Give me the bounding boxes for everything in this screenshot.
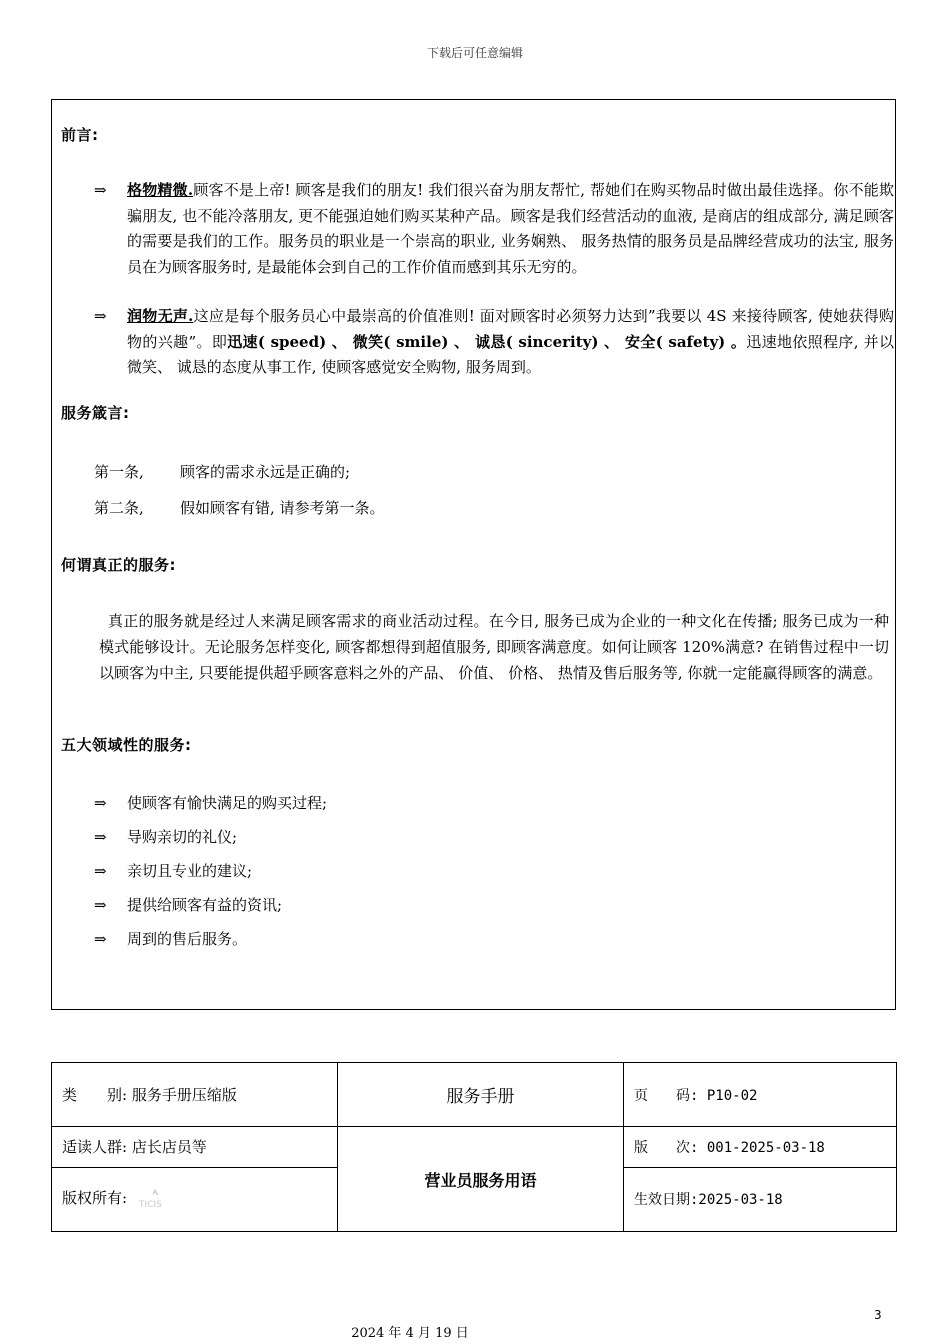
five-areas-item-2 bbox=[94, 826, 237, 847]
version-cell: 版 次: 001-2025-03-18 bbox=[624, 1127, 897, 1167]
five-areas-item-1 bbox=[94, 792, 327, 813]
preface-bullet-2 bbox=[94, 304, 894, 381]
item-text: 导购亲切的礼仪; bbox=[127, 828, 238, 846]
category-cell: 类 别: 服务手册压缩版 bbox=[52, 1063, 338, 1127]
page-code-cell: 页 码: P10-02 bbox=[624, 1063, 897, 1127]
five-areas-heading: 五大领域性的服务: bbox=[61, 736, 192, 754]
readers-cell: 适读人群: 店长店员等 bbox=[52, 1127, 338, 1167]
true-service-heading: 何谓真正的服务: bbox=[61, 556, 176, 574]
bullet-text-bold: 迅速( speed) 、 微笑( smile) 、 诚恳( sincerity) 、 安全( safety) 。 bbox=[227, 332, 747, 351]
five-areas-item-4 bbox=[94, 894, 282, 915]
bullet-text: 顾客不是上帝! 顾客是我们的朋友! 我们很兴奋为朋友帮忙, 帮她们在购买物品时做出最佳选择。你不能欺骗朋友, 也不能冷落朋友, 更不能强迫她们购买某种产品。顾客是我们经营活动的血液, 是商店的组成部分, 满足顾客的需要是我们的工作。服务员的职业是一个崇高的职业, 业务娴熟、 服务热情的服务员是品牌经营成功的法宝, 服务员在为顾客服务时, 是最能体会到自己的工作价值而感到其乐无穷的。 bbox=[127, 181, 894, 276]
arrow-icon: ⇒ bbox=[94, 930, 107, 948]
preface-bullet-1 bbox=[94, 178, 894, 280]
item-text: 使顾客有愉快满足的购买过程; bbox=[127, 794, 328, 812]
document-info-table bbox=[51, 1062, 897, 1232]
copyright-cell bbox=[52, 1167, 338, 1231]
arrow-icon: ⇒ bbox=[94, 794, 107, 812]
arrow-icon: ⇒ bbox=[94, 896, 107, 914]
brand-logo-text: TICIS bbox=[138, 1200, 162, 1211]
arrow-icon: ⇒ bbox=[94, 828, 107, 846]
arrow-icon: ⇒ bbox=[94, 181, 107, 199]
motto-label-1: 第一条, bbox=[94, 463, 144, 481]
copyright-label: 版权所有: bbox=[62, 1189, 128, 1208]
footer-date: 2024 年 4 月 19 日 bbox=[351, 1326, 469, 1341]
five-areas-item-5 bbox=[94, 928, 247, 949]
bullet-text-b: 迅速地依照程序, 并以微笑、 诚恳的态度从事工作, 使顾客感觉安全购物, 服务周到。 bbox=[127, 332, 894, 376]
motto-text-1: 顾客的需求永远是正确的; bbox=[180, 463, 351, 481]
motto-label-2: 第二条, bbox=[94, 499, 144, 517]
item-text: 提供给顾客有益的资讯; bbox=[127, 896, 283, 914]
arrow-icon: ⇒ bbox=[94, 862, 107, 880]
item-text: 周到的售后服务。 bbox=[127, 930, 248, 948]
motto-heading: 服务箴言: bbox=[61, 404, 130, 422]
bullet-lead: 格物精微. bbox=[127, 181, 194, 199]
page-number: 3 bbox=[874, 1308, 882, 1322]
motto-text-2: 假如顾客有错, 请参考第一条。 bbox=[180, 499, 385, 517]
content-box bbox=[51, 99, 896, 1010]
arrow-icon: ⇒ bbox=[94, 307, 107, 325]
header-note: 下载后可任意编辑 bbox=[426, 46, 523, 60]
true-service-paragraph: 真正的服务就是经过人来满足顾客需求的商业活动过程。在今日, 服务已成为企业的一种文化在传播; 服务已成为一种模式能够设计。无论服务怎样变化, 顾客都想得到超值服务, 即顾客满意度。如何让顾客 120%满意? 在销售过程中一切以顾客为中主, 只要能提供超乎顾客意料之外的产品、 价值、 价格、 热情及售后服务等, 你就一定能赢得顾客的满意。 bbox=[99, 612, 889, 682]
item-text: 亲切且专业的建议; bbox=[127, 862, 253, 880]
brand-logo-icon bbox=[138, 1187, 172, 1211]
bullet-lead: 润物无声. bbox=[127, 307, 194, 325]
effective-date-cell: 生效日期:2025-03-18 bbox=[624, 1167, 897, 1231]
bullet-text-a: 这应是每个服务员心中最崇高的价值准则! 面对顾客时必须努力达到”我要以 4S 来接待顾客, 使她获得购物的兴趣”。即 bbox=[127, 307, 894, 351]
preface-heading: 前言: bbox=[61, 126, 99, 144]
manual-title: 服务手册 bbox=[338, 1063, 624, 1127]
five-areas-item-3 bbox=[94, 860, 252, 881]
document-subtitle: 营业员服务用语 bbox=[338, 1127, 624, 1232]
